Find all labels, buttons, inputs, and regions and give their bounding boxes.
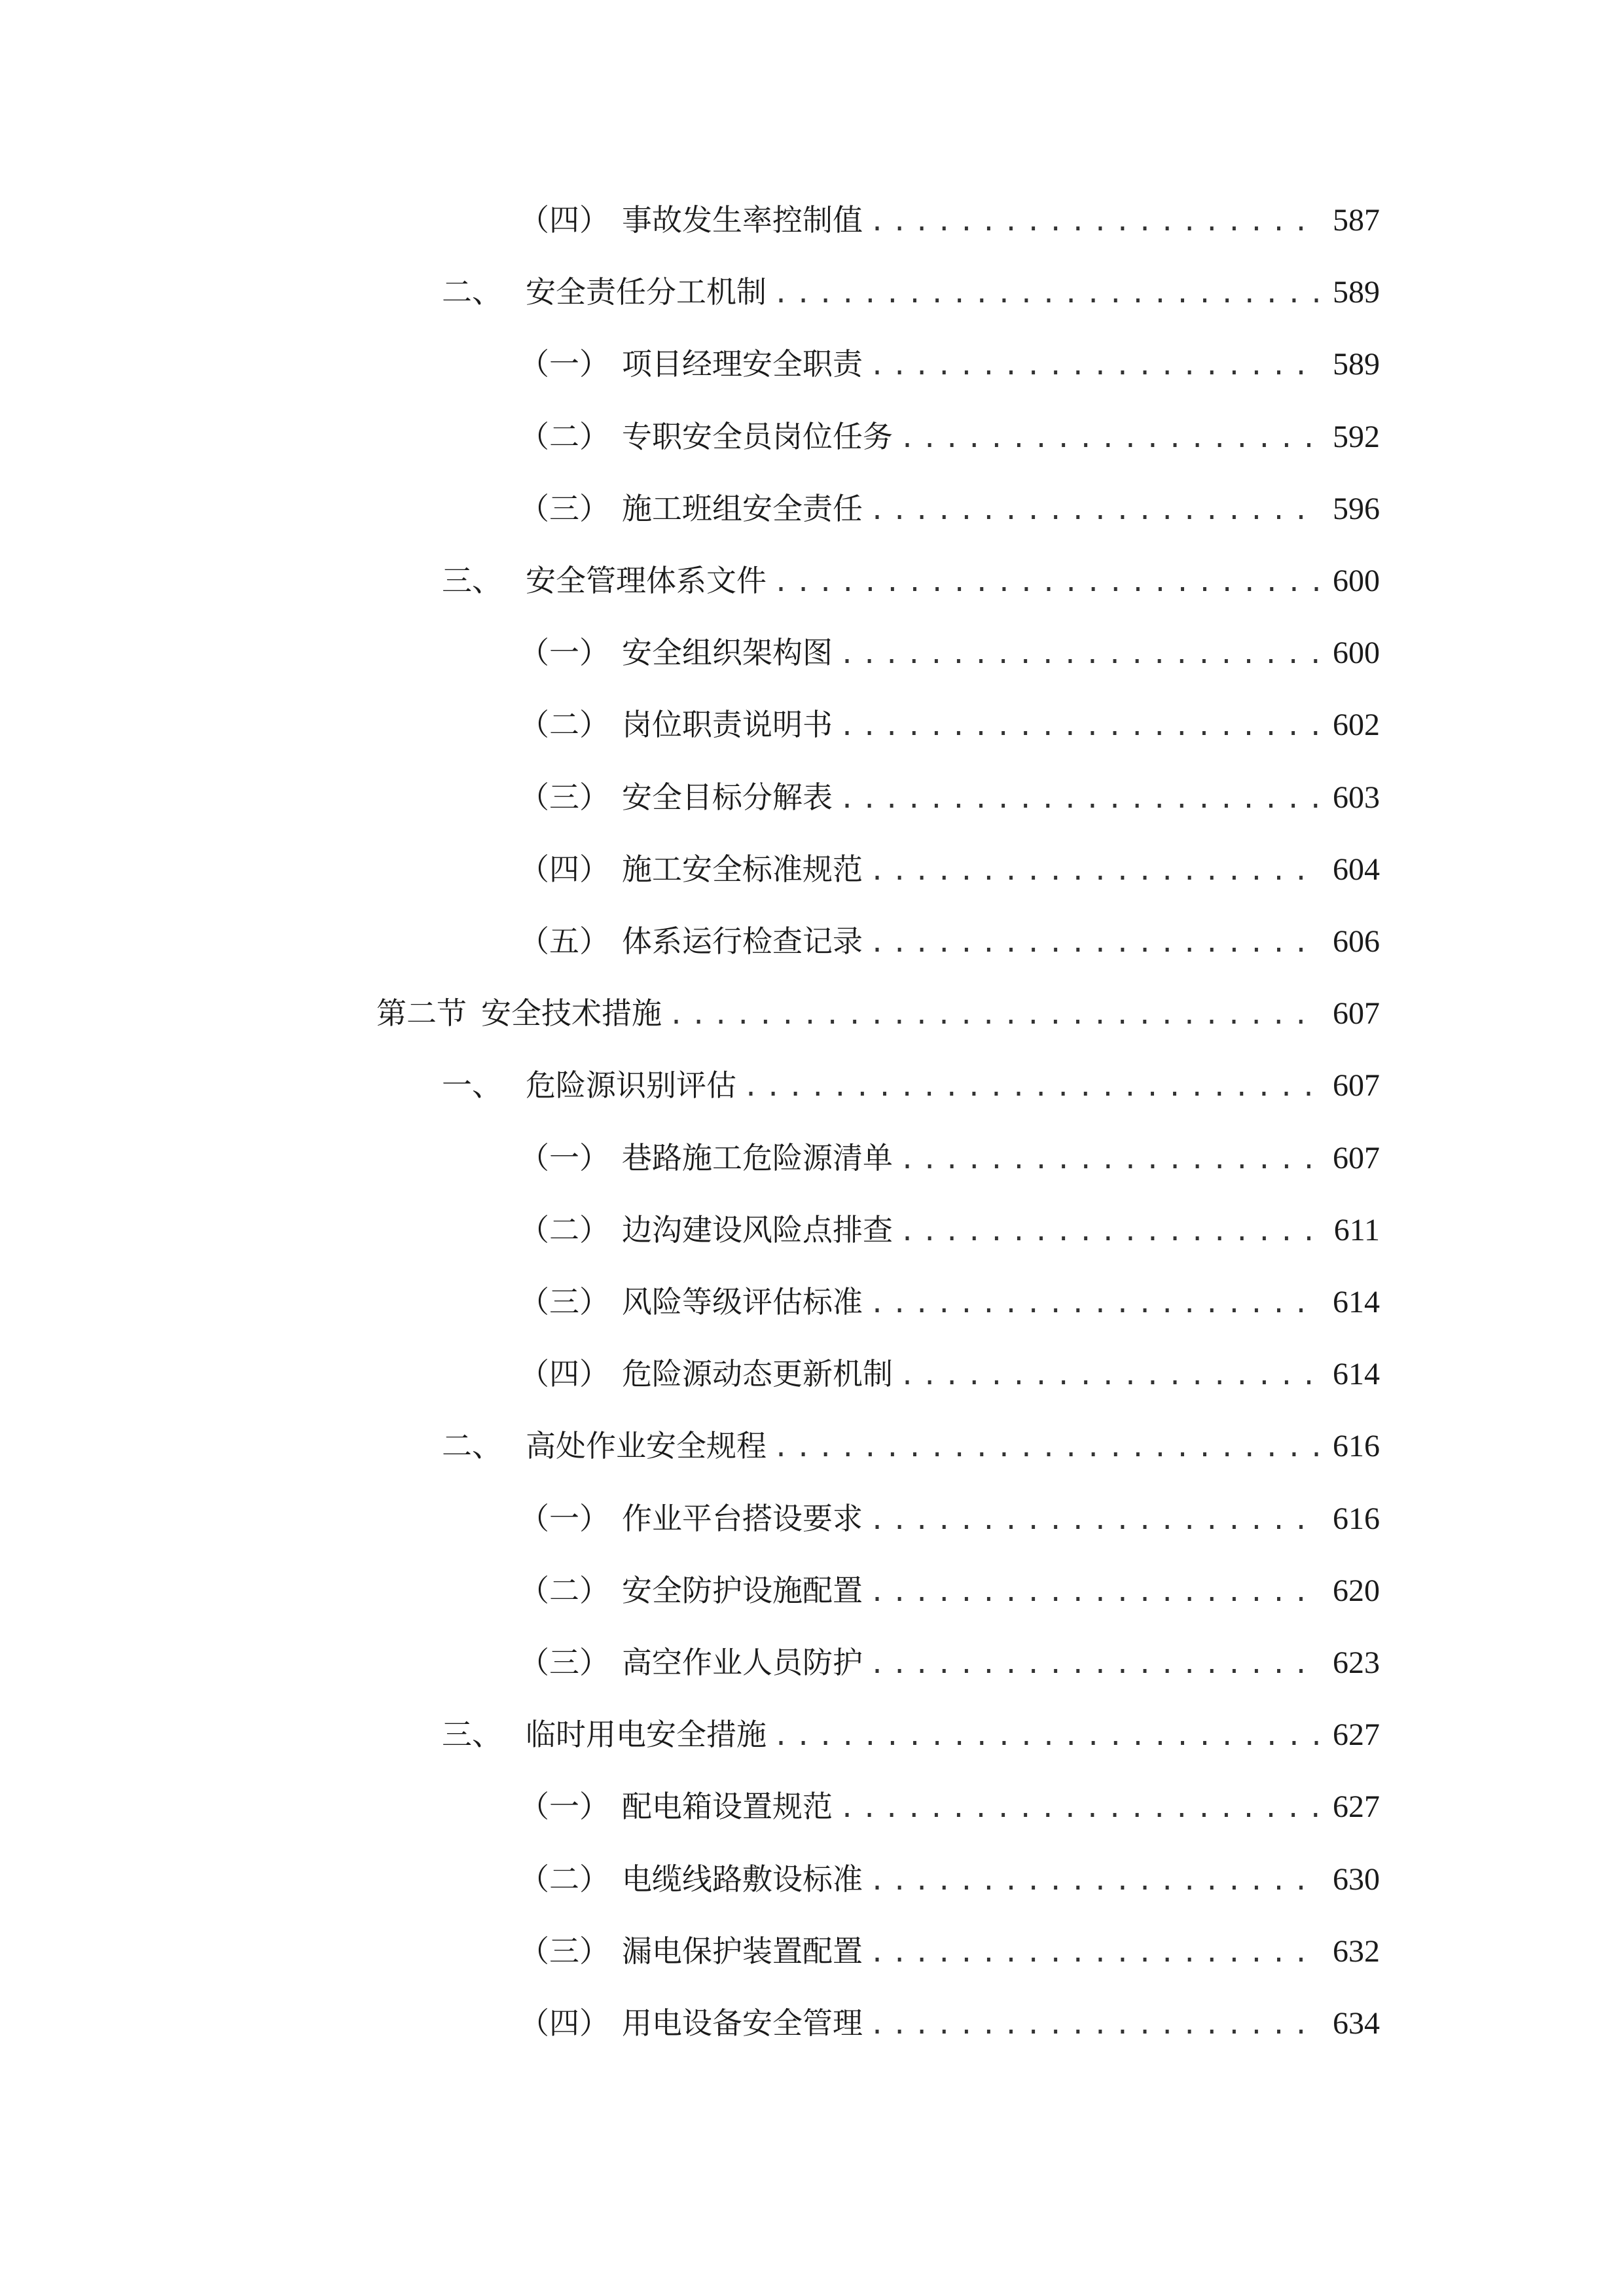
toc-entry-page-number: 611	[1333, 1213, 1380, 1247]
toc-entry-title: 高空作业人员防护	[622, 1645, 863, 1680]
toc-entry[interactable]	[519, 1276, 1380, 1328]
toc-entry[interactable]	[519, 698, 1380, 751]
toc-entry[interactable]	[519, 1636, 1380, 1689]
toc-entry-title: 临时用电安全措施	[526, 1717, 767, 1752]
toc-entry[interactable]	[442, 1059, 1380, 1111]
toc-entry-page-number: 630	[1333, 1862, 1380, 1897]
toc-dot-leader	[839, 1782, 1318, 1835]
toc-entry[interactable]	[519, 1780, 1380, 1833]
toc-entry[interactable]	[519, 915, 1380, 967]
toc-dot-leader	[839, 773, 1318, 825]
toc-dot-leader	[899, 1134, 1318, 1186]
toc-entry[interactable]	[442, 1420, 1380, 1472]
toc-entry-number: （一）	[519, 635, 609, 670]
toc-entry-page-number: 607	[1333, 1141, 1380, 1175]
toc-entry-title: 安全技术措施	[481, 996, 662, 1031]
toc-entry-number: （三）	[519, 491, 609, 526]
toc-entry-title: 边沟建设风险点排查	[622, 1212, 893, 1247]
toc-dot-leader	[773, 1422, 1318, 1474]
toc-entry-number: （三）	[519, 1933, 609, 1969]
toc-entry[interactable]	[519, 1925, 1380, 1977]
toc-dot-leader	[869, 1927, 1318, 1979]
toc-dot-leader	[869, 340, 1318, 392]
toc-entry-title: 配电箱设置规范	[622, 1789, 833, 1824]
toc-entry-title: 用电设备安全管理	[622, 2005, 863, 2041]
toc-entry-title: 施工班组安全责任	[622, 491, 863, 526]
toc-dot-leader	[869, 1278, 1318, 1330]
toc-entry[interactable]	[519, 1564, 1380, 1617]
toc-entry[interactable]	[519, 1997, 1380, 2049]
toc-entry-title: 施工安全标准规范	[622, 852, 863, 887]
toc-entry-page-number: 600	[1333, 564, 1380, 598]
toc-entry[interactable]	[519, 194, 1380, 246]
toc-entry-number: 二、	[442, 274, 502, 310]
toc-entry-page-number: 589	[1333, 347, 1380, 382]
toc-entry[interactable]	[519, 1348, 1380, 1400]
toc-entry-page-number: 607	[1333, 1068, 1380, 1103]
toc-entry-page-number: 600	[1333, 636, 1380, 670]
toc-entry-page-number: 603	[1333, 780, 1380, 815]
toc-entry[interactable]	[442, 554, 1380, 607]
toc-entry-page-number: 616	[1333, 1501, 1380, 1536]
toc-entry-title: 体系运行检查记录	[622, 924, 863, 959]
toc-entry-title: 危险源动态更新机制	[622, 1356, 893, 1391]
toc-dot-leader	[899, 412, 1318, 465]
toc-entry-number: （二）	[519, 1212, 609, 1247]
toc-entry-title: 安全责任分工机制	[526, 274, 767, 310]
toc-entry-page-number: 616	[1333, 1429, 1380, 1463]
toc-dot-leader	[869, 196, 1318, 248]
toc-entry-page-number: 602	[1333, 708, 1380, 742]
toc-entry-title: 专职安全员岗位任务	[622, 419, 893, 454]
toc-entry-page-number: 604	[1333, 852, 1380, 887]
toc-entry[interactable]	[519, 1132, 1380, 1184]
toc-entry-number: （三）	[519, 780, 609, 815]
toc-entry-page-number: 614	[1333, 1285, 1380, 1319]
toc-entry-number: （一）	[519, 346, 609, 382]
toc-dot-leader	[773, 1710, 1318, 1763]
toc-entry-page-number: 632	[1333, 1934, 1380, 1969]
toc-entry[interactable]	[519, 771, 1380, 823]
toc-entry-number: （二）	[519, 419, 609, 454]
toc-entry-number: （二）	[519, 1861, 609, 1897]
toc-entry-title: 安全组织架构图	[622, 635, 833, 670]
toc-entry[interactable]	[519, 1853, 1380, 1905]
toc-entry-number: （五）	[519, 924, 609, 959]
toc-entry-page-number: 606	[1333, 924, 1380, 959]
toc-dot-leader	[899, 1350, 1318, 1402]
toc-entry-number: 三、	[442, 1717, 502, 1752]
toc-entry-page-number: 634	[1333, 2006, 1380, 2041]
toc-entry-title: 巷路施工危险源清单	[622, 1140, 893, 1175]
toc-entry-page-number: 607	[1333, 996, 1380, 1031]
toc-dot-leader	[869, 1999, 1318, 2051]
toc-dot-leader	[869, 845, 1318, 897]
toc-entry-title: 安全目标分解表	[622, 780, 833, 815]
toc-entry[interactable]	[442, 1708, 1380, 1761]
toc-dot-leader	[869, 1855, 1318, 1907]
toc-entry[interactable]	[519, 338, 1380, 390]
toc-entry-page-number: 620	[1333, 1573, 1380, 1608]
toc-dot-leader	[773, 268, 1318, 320]
toc-entry-number: （三）	[519, 1284, 609, 1319]
toc-entry-title: 风险等级评估标准	[622, 1284, 863, 1319]
toc-entry[interactable]	[519, 626, 1380, 679]
toc-dot-leader	[773, 556, 1318, 609]
toc-entry[interactable]	[519, 843, 1380, 895]
toc-entry-title: 事故发生率控制值	[622, 202, 863, 238]
toc-entry-number: （一）	[519, 1140, 609, 1175]
toc-dot-leader	[839, 700, 1318, 753]
toc-entry-page-number: 623	[1333, 1645, 1380, 1680]
toc-entry-title: 安全管理体系文件	[526, 563, 767, 598]
toc-entry[interactable]	[519, 1204, 1380, 1256]
toc-dot-leader	[869, 917, 1318, 969]
toc-entry-title: 危险源识别评估	[526, 1067, 736, 1103]
toc-entry-number: （四）	[519, 852, 609, 887]
toc-entry-title: 安全防护设施配置	[622, 1573, 863, 1608]
toc-entry-page-number: 587	[1333, 203, 1380, 238]
toc-entry-number: （一）	[519, 1789, 609, 1824]
toc-entry-number: （四）	[519, 2005, 609, 2041]
toc-entry-number: （四）	[519, 202, 609, 238]
toc-entry-page-number: 596	[1333, 492, 1380, 526]
toc-entry-title: 电缆线路敷设标准	[622, 1861, 863, 1897]
toc-entry[interactable]	[376, 987, 1380, 1039]
toc-dot-leader	[839, 628, 1318, 681]
toc-dot-leader	[743, 1061, 1318, 1113]
toc-entry[interactable]	[519, 410, 1380, 463]
toc-entry-page-number: 627	[1333, 1789, 1380, 1824]
toc-entry-number: （二）	[519, 1573, 609, 1608]
toc-dot-leader	[899, 1206, 1318, 1258]
toc-entry-title: 项目经理安全职责	[622, 346, 863, 382]
toc-entry-number: 第二节	[376, 996, 467, 1031]
toc-entry-number: （四）	[519, 1356, 609, 1391]
toc-entry-title: 高处作业安全规程	[526, 1428, 767, 1463]
toc-entry-number: 一、	[442, 1067, 502, 1103]
toc-entry-number: （一）	[519, 1501, 609, 1536]
toc-entry-page-number: 592	[1333, 420, 1380, 454]
toc-entry[interactable]	[442, 266, 1380, 318]
toc-entry-title: 漏电保护装置配置	[622, 1933, 863, 1969]
toc-entry-number: （二）	[519, 707, 609, 742]
toc-entry-number: 三、	[442, 563, 502, 598]
toc-entry-page-number: 589	[1333, 275, 1380, 310]
toc-dot-leader	[668, 989, 1318, 1041]
toc-dot-leader	[869, 1494, 1318, 1547]
toc-dot-leader	[869, 1566, 1318, 1619]
toc-entry-number: （三）	[519, 1645, 609, 1680]
toc-entry-title: 岗位职责说明书	[622, 707, 833, 742]
toc-entry-page-number: 614	[1333, 1357, 1380, 1391]
toc-entry-page-number: 627	[1333, 1717, 1380, 1752]
toc-dot-leader	[869, 484, 1318, 537]
toc-entry[interactable]	[519, 1492, 1380, 1545]
toc-entry[interactable]	[519, 482, 1380, 535]
toc-entry-number: 二、	[442, 1428, 502, 1463]
toc-entry-title: 作业平台搭设要求	[622, 1501, 863, 1536]
toc-dot-leader	[869, 1638, 1318, 1691]
